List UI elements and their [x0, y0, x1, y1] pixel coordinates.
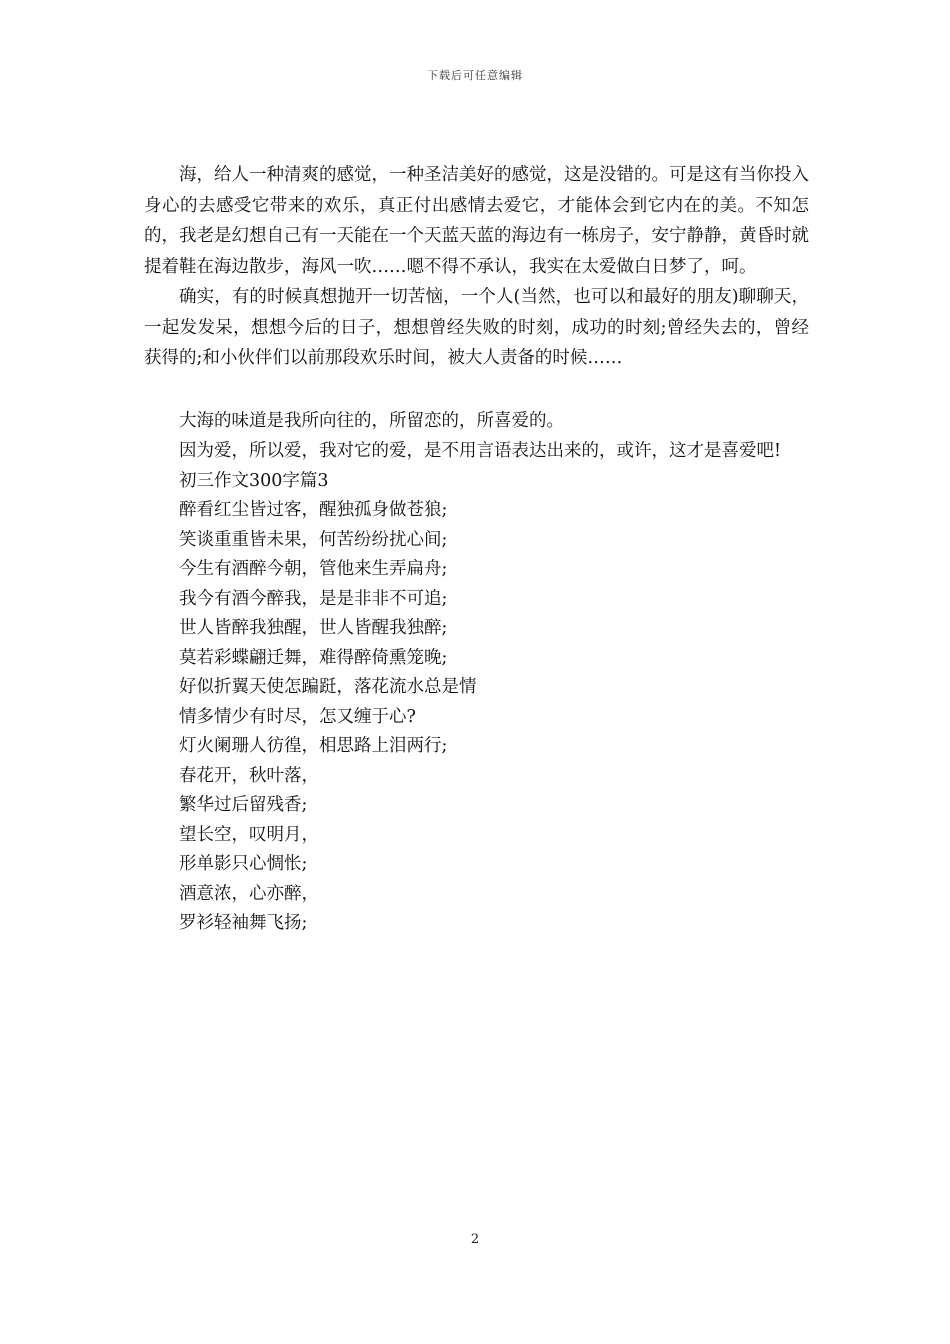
paragraph-sea-taste: 大海的味道是我所向往的，所留恋的，所喜爱的。: [179, 410, 564, 431]
poem-line: 笑谈重重皆未果，何苦纷纷扰心间;: [179, 529, 448, 550]
paragraph-because-love: 因为爱，所以爱，我对它的爱，是不用言语表达出来的，或许，这才是喜爱吧!: [179, 441, 782, 461]
poem-line: 我今有酒今醉我，是是非非不可追;: [179, 588, 448, 609]
poem-line: 醉看红尘皆过客，醒独孤身做苍狼;: [179, 500, 448, 520]
poem-line: 好似折翼天使怎蹁跹，落花流水总是情: [179, 677, 477, 697]
poem-line: 形单影只心惆怅;: [179, 854, 308, 874]
poem-line: 灯火阑珊人彷徨，相思路上泪两行;: [179, 736, 448, 756]
poem: [144, 496, 809, 939]
poem-line: 情多情少有时尽，怎又缠于心?: [179, 706, 416, 727]
poem-line: 酒意浓，心亦醉，: [179, 883, 319, 904]
poem-line: 春花开，秋叶落，: [179, 765, 319, 786]
paragraph-spacer: [144, 374, 809, 406]
page-number: 2: [470, 1232, 480, 1247]
page-header: 下载后可任意编辑: [427, 69, 523, 82]
poem-line: 望长空，叹明月，: [179, 824, 319, 845]
poem-line: 罗衫轻袖舞飞扬;: [179, 913, 308, 933]
paragraph-chat-memories: 确实，有的时候真想抛开一切苦恼，一个人(当然，也可以和最好的朋友)聊聊天，一起发发呆，想想今后的日子，想想曾经失败的时刻，成功的时刻;曾经失去的，曾经获得的;和小伙伴们以前那段欢乐时间，被大人责备的时候……: [144, 287, 809, 368]
poem-line: 今生有酒醉今朝，管他来生弄扁舟;: [179, 559, 448, 579]
document-body: [144, 160, 809, 939]
poem-line: 世人皆醉我独醒，世人皆醒我独醉;: [179, 618, 448, 638]
section-heading: 初三作文300字篇3: [179, 470, 329, 491]
poem-line: 繁华过后留残香;: [179, 795, 308, 815]
poem-line: 莫若彩蝶翩迁舞，难得醉倚熏笼晚;: [179, 647, 448, 668]
paragraph-sea-feeling: 海，给人一种清爽的感觉，一种圣洁美好的感觉，这是没错的。可是这有当你投入身心的去感受它带来的欢乐，真正付出感情去爱它，才能体会到它内在的美。不知怎的，我老是幻想自己有一天能在一个天蓝天蓝的海边有一栋房子，安宁静静，黄昏时就提着鞋在海边散步，海风一吹……嗯不得不承认，我实在太爱做白日梦了，呵。: [144, 165, 809, 277]
